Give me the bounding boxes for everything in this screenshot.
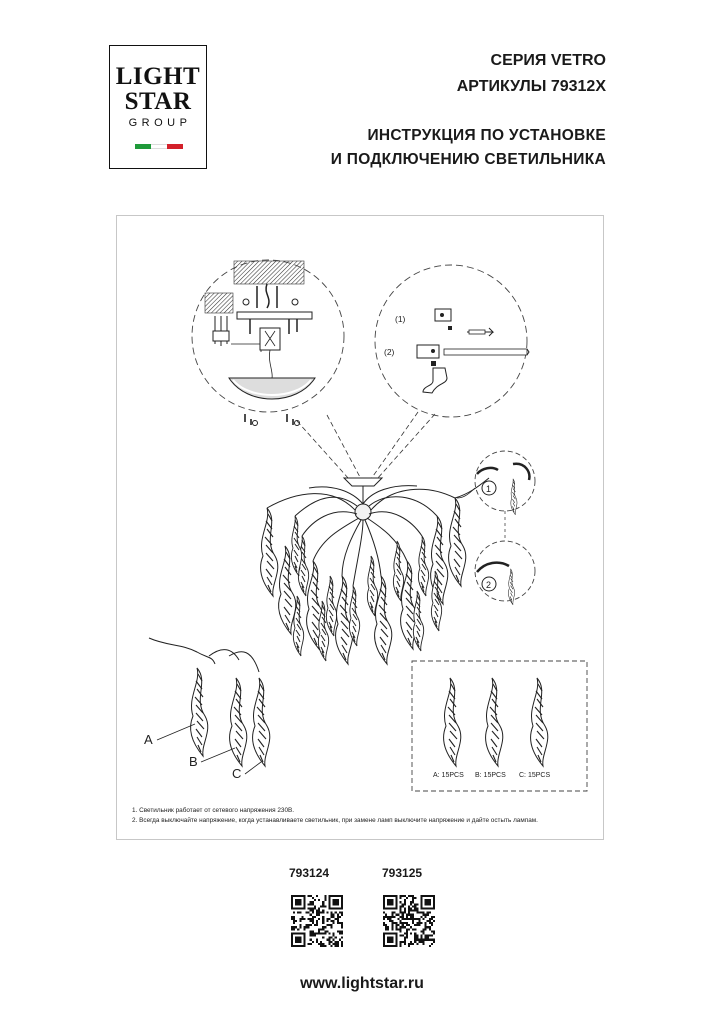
flag-green-band	[135, 144, 151, 149]
instruction-title-line1: ИНСТРУКЦИЯ ПО УСТАНОВКЕ	[367, 127, 606, 144]
logo-word-light: LIGHT	[115, 63, 201, 90]
pendant-label-a: A	[144, 732, 153, 747]
part-b-quantity: B: 15PCS	[475, 772, 506, 779]
installation-diagram	[116, 215, 604, 840]
part-c-quantity: C: 15PCS	[519, 772, 551, 779]
instruction-title-line2: И ПОДКЛЮЧЕНИЮ СВЕТИЛЬНИКА	[330, 151, 606, 168]
article-code-1: 793124	[289, 866, 330, 880]
hook-step-1-label: 1	[486, 484, 492, 494]
pendant-types-drawing	[144, 638, 270, 781]
assembly-steps-circle	[375, 265, 529, 417]
flag-red-band	[167, 144, 183, 149]
website-link[interactable]: www.lightstar.ru	[300, 975, 424, 992]
hook-detail-circles	[457, 451, 535, 605]
mounting-detail-circle	[192, 260, 344, 426]
logo-word-group: GROUP	[128, 117, 192, 129]
logo-word-star: STAR	[124, 88, 192, 115]
flag-white-band	[151, 144, 167, 149]
qr-code-icon[interactable]	[291, 895, 343, 947]
qr-code-icon[interactable]	[383, 895, 435, 947]
italian-flag-stripe	[135, 144, 183, 149]
article-code-2: 793125	[382, 866, 423, 880]
series-name: СЕРИЯ VETRO	[490, 52, 606, 69]
parts-list-box	[412, 661, 587, 791]
safety-note-2: 2. Всегда выключайте напряжение, когда устанавливаете светильник, при замене ламп выключите напряжение и дайте остыть лампам.	[132, 816, 538, 824]
pendant-label-c: C	[232, 766, 242, 781]
step-2-label: (2)	[384, 347, 395, 357]
safety-notes	[132, 806, 538, 825]
pendant-label-b: B	[189, 754, 198, 769]
brand-logo	[109, 45, 207, 169]
part-a-quantity: A: 15PCS	[433, 772, 464, 779]
article-numbers: АРТИКУЛЫ 79312X	[456, 78, 606, 95]
step-1-label: (1)	[395, 314, 406, 324]
hook-step-2-label: 2	[486, 580, 492, 590]
chandelier-drawing	[261, 478, 492, 664]
safety-note-1: 1. Светильник работает от сетевого напряжения 230В.	[132, 807, 295, 814]
